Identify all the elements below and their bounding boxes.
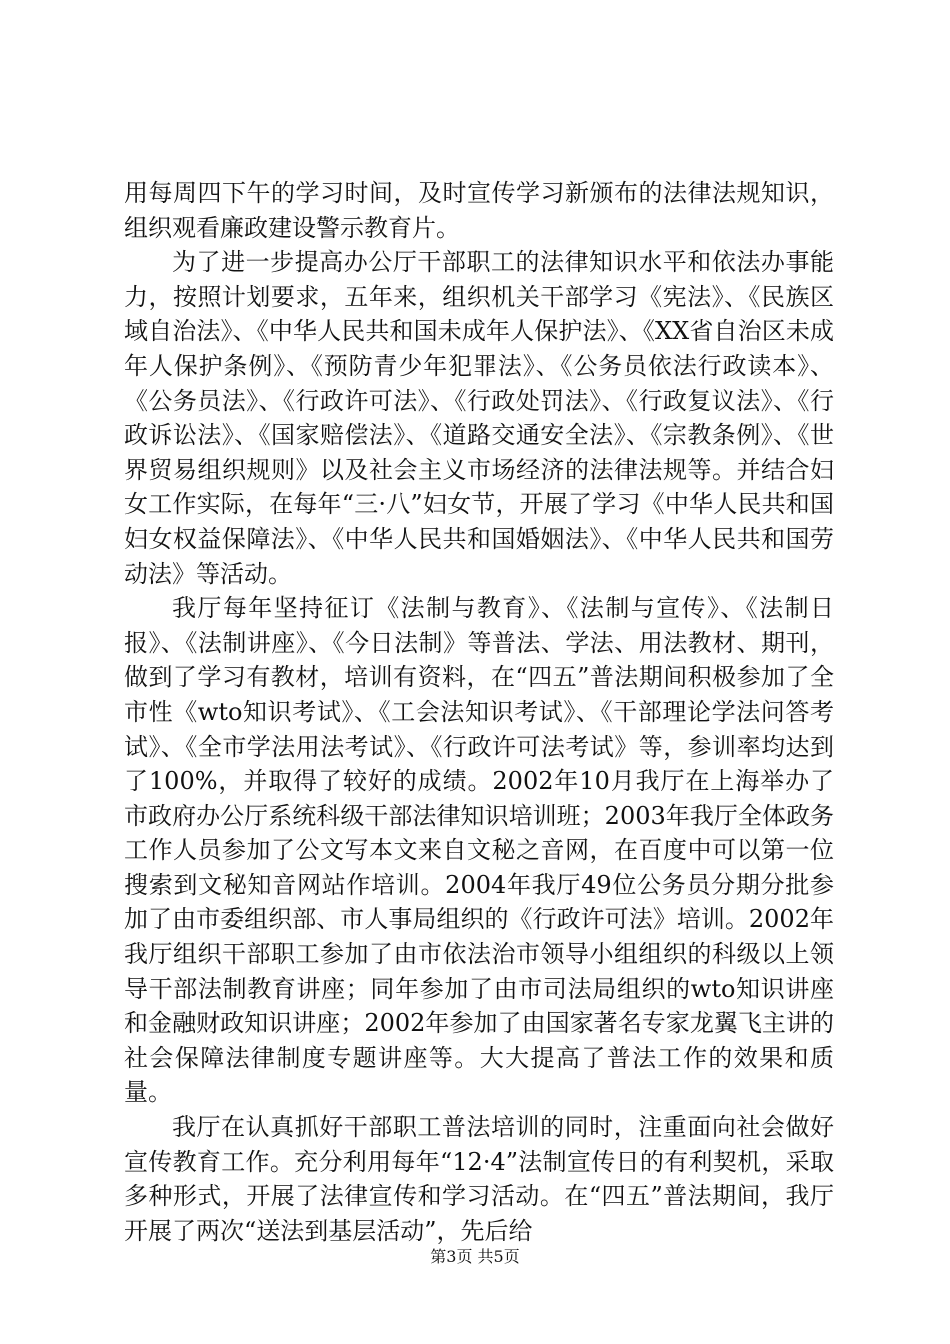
page-number-footer: 第3页 共5页 bbox=[430, 1247, 520, 1266]
paragraph-1: 用每周四下午的学习时间，及时宣传学习新颁布的法律法规知识，组织观看廉政建设警示教育片。 bbox=[124, 179, 834, 242]
paragraph-4: 我厅在认真抓好干部职工普法培训的同时，注重面向社会做好宣传教育工作。充分利用每年“12·4”法制宣传日的有利契机，采取多种形式，开展了法律宣传和学习活动。在“四五”普法期间，我厅开展了两次“送法到基层活动”，先后给 bbox=[124, 1113, 834, 1245]
paragraph-3: 我厅每年坚持征订《法制与教育》、《法制与宣传》、《法制日报》、《法制讲座》、《今日法制》等普法、学法、用法教材、期刊，做到了学习有教材，培训有资料，在“四五”普法期间积极参加了全市性《wto知识考试》、《工会法知识考试》、《干部理论学法问答考试》、《全市学法用法考试》、《行政许可法考试》等，参训率均达到了100%，并取得了较好的成绩。2002年10月我厅在上海举办了市政府办公厅系统科级干部法律知识培训班；2003年我厅全体政务工作人员参加了公文写本文来自文秘之音网，在百度中可以第一位搜索到文秘知音网站作培训。2004年我厅49位公务员分期分批参加了由市委组织部、市人事局组织的《行政许可法》培训。2002年我厅组织干部职工参加了由市依法治市领导小组组织的科级以上领导干部法制教育讲座；同年参加了由市司法局组织的wto知识讲座和金融财政知识讲座；2002年参加了由国家著名专家龙翼飞主讲的社会保障法律制度专题讲座等。大大提高了普法工作的效果和质量。 bbox=[124, 594, 834, 1107]
document-body bbox=[124, 176, 834, 1248]
paragraph-2: 为了进一步提高办公厅干部职工的法律知识水平和依法办事能力，按照计划要求，五年来，组织机关干部学习《宪法》、《民族区域自治法》、《中华人民共和国未成年人保护法》、《XX省自治区未成年人保护条例》、《预防青少年犯罪法》、《公务员依法行政读本》、《公务员法》、《行政许可法》、《行政处罚法》、《行政复议法》、《行政诉讼法》、《国家赔偿法》、《道路交通安全法》、《宗教条例》、《世界贸易组织规则》以及社会主义市场经济的法律法规等。并结合妇女工作实际，在每年“三·八”妇女节，开展了学习《中华人民共和国妇女权益保障法》、《中华人民共和国婚姻法》、《中华人民共和国劳动法》等活动。 bbox=[124, 248, 834, 588]
